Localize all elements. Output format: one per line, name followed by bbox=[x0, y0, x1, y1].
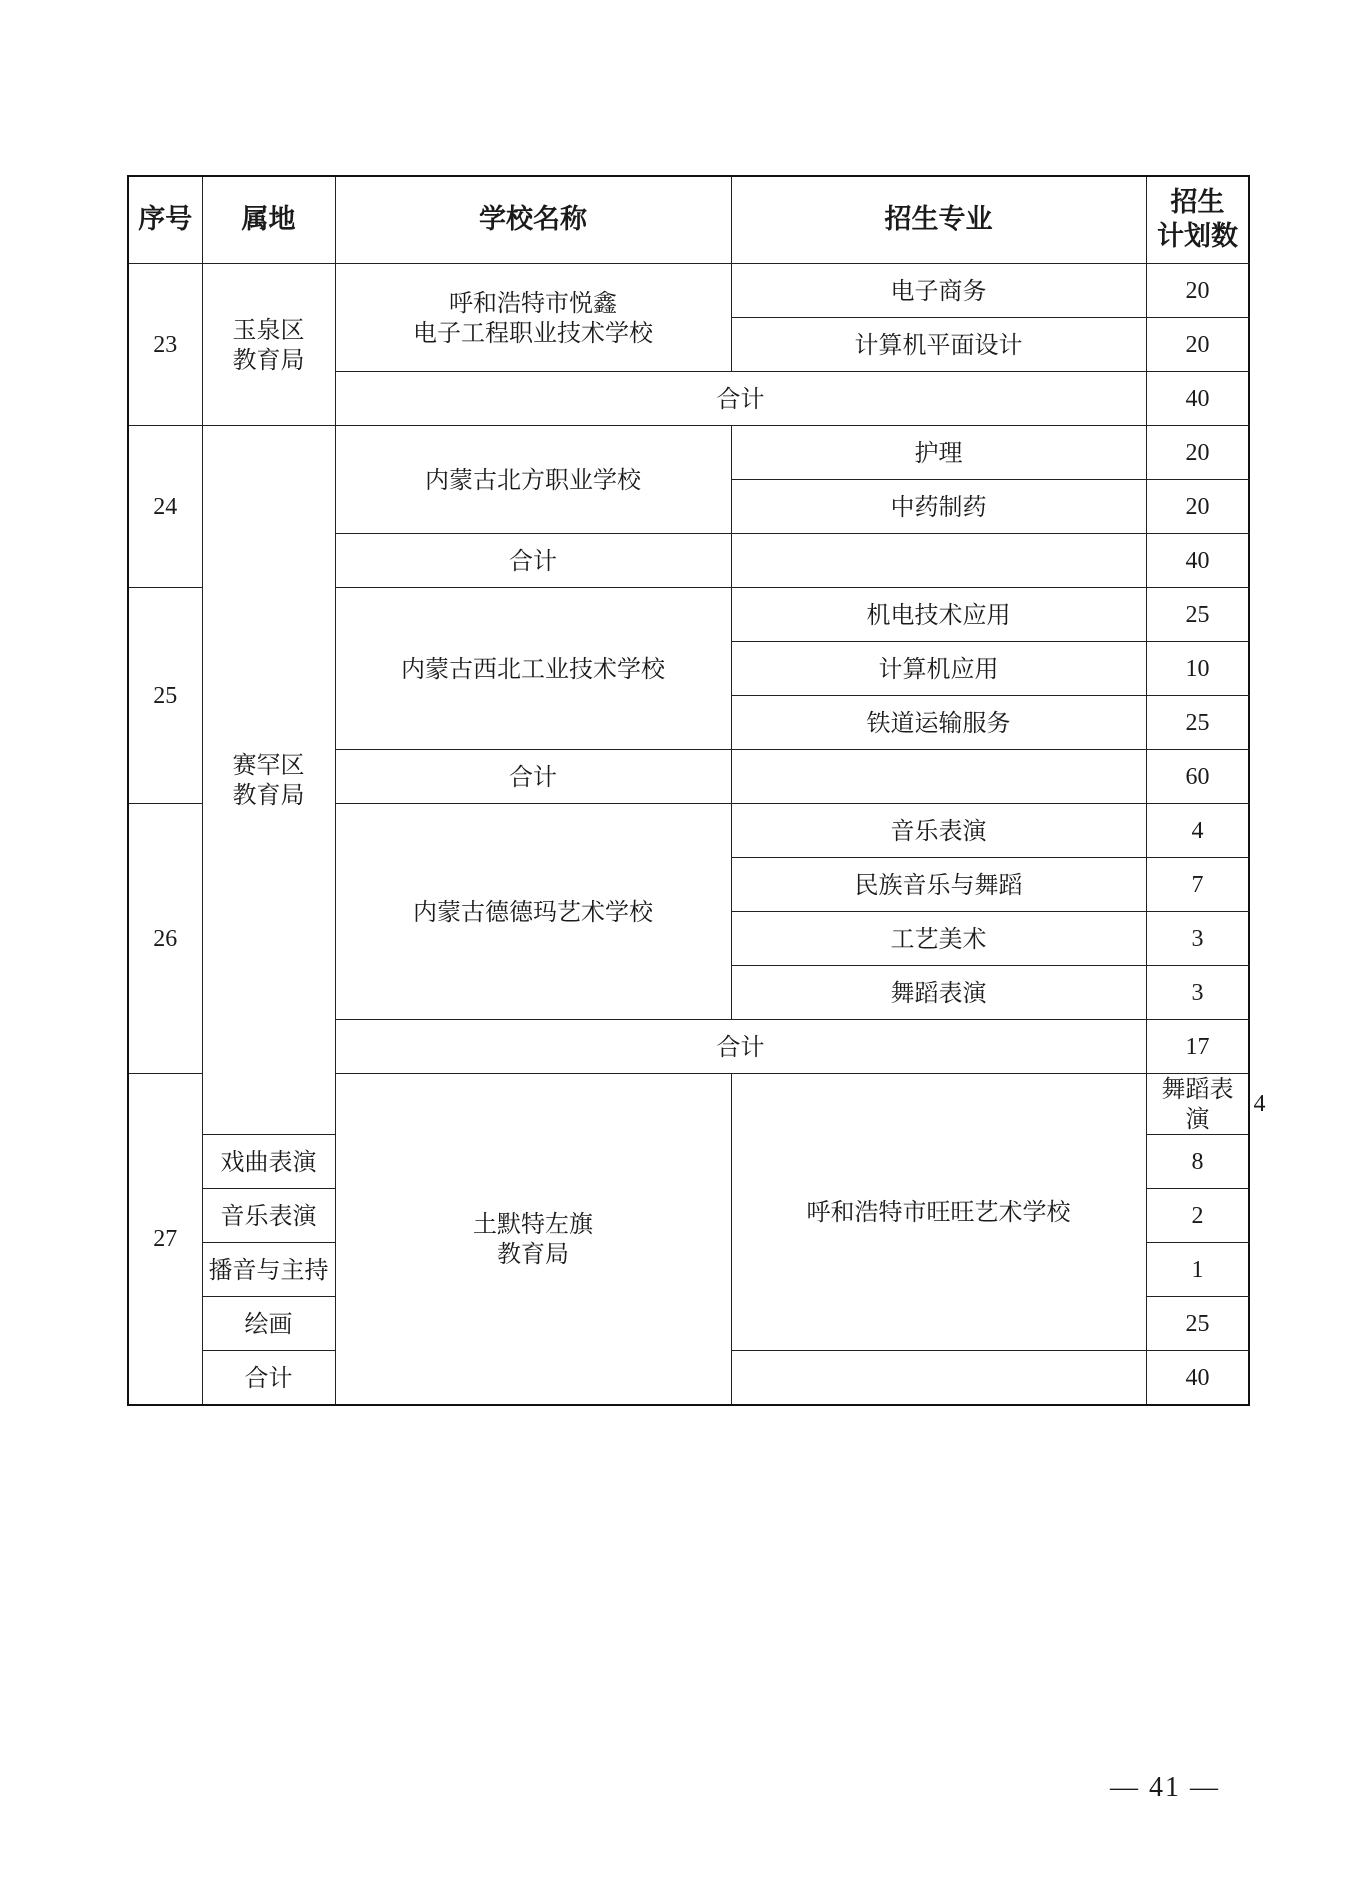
count-cell: 3 bbox=[1146, 912, 1249, 966]
seq-cell: 26 bbox=[128, 804, 202, 1074]
header-school: 学校名称 bbox=[335, 176, 731, 264]
subtotal-empty bbox=[731, 1351, 1146, 1406]
subtotal-value: 40 bbox=[1146, 372, 1249, 426]
count-cell: 7 bbox=[1146, 858, 1249, 912]
seq-cell: 23 bbox=[128, 264, 202, 426]
header-seq: 序号 bbox=[128, 176, 202, 264]
subtotal-label: 合计 bbox=[335, 372, 1146, 426]
count-cell: 20 bbox=[1146, 426, 1249, 480]
header-plan bbox=[1146, 176, 1249, 264]
region-line: 教育局 bbox=[497, 1240, 569, 1268]
count-cell: 25 bbox=[1146, 1297, 1249, 1351]
school-line: 内蒙古北方职业学校 bbox=[425, 465, 641, 494]
count-cell: 20 bbox=[1146, 480, 1249, 534]
count-cell: 10 bbox=[1146, 642, 1249, 696]
major-cell: 护理 bbox=[731, 426, 1146, 480]
page-number: — 41 — bbox=[1110, 1772, 1220, 1803]
count-cell: 20 bbox=[1146, 264, 1249, 318]
subtotal-value: 60 bbox=[1146, 750, 1249, 804]
subtotal-label: 合计 bbox=[335, 750, 731, 804]
region-line: 教育局 bbox=[232, 781, 305, 809]
count-cell: 4 bbox=[1146, 804, 1249, 858]
count-cell: 25 bbox=[1146, 696, 1249, 750]
region-line: 赛罕区 bbox=[232, 751, 305, 779]
seq-cell: 25 bbox=[128, 588, 202, 804]
subtotal-empty bbox=[731, 750, 1146, 804]
count-cell: 20 bbox=[1146, 318, 1249, 372]
table-row bbox=[128, 264, 1249, 318]
major-cell: 舞蹈表演 bbox=[731, 966, 1146, 1020]
region-line: 玉泉区 bbox=[232, 315, 305, 344]
subtotal-label: 合计 bbox=[335, 534, 731, 588]
count-cell: 8 bbox=[1146, 1135, 1249, 1189]
school-line: 呼和浩特市悦鑫 bbox=[449, 288, 617, 317]
count-cell: 1 bbox=[1146, 1243, 1249, 1297]
region-cell bbox=[202, 264, 335, 426]
school-line: 内蒙古西北工业技术学校 bbox=[401, 654, 665, 683]
subtotal-label: 合计 bbox=[335, 1020, 1146, 1074]
subtotal-value: 40 bbox=[1146, 1351, 1249, 1406]
major-cell: 播音与主持 bbox=[202, 1243, 335, 1297]
major-cell: 舞蹈表演 bbox=[1146, 1074, 1249, 1135]
subtotal-value: 17 bbox=[1146, 1020, 1249, 1074]
subtotal-empty bbox=[731, 534, 1146, 588]
subtotal-value: 40 bbox=[1146, 534, 1249, 588]
school-line: 电子工程职业技术学校 bbox=[413, 318, 653, 347]
region-line: 土默特左旗 bbox=[473, 1210, 593, 1238]
major-cell: 民族音乐与舞蹈 bbox=[731, 858, 1146, 912]
subtotal-label: 合计 bbox=[202, 1351, 335, 1406]
header-major: 招生专业 bbox=[731, 176, 1146, 264]
region-cell bbox=[202, 426, 335, 1135]
school-cell bbox=[731, 1074, 1146, 1351]
count-cell: 25 bbox=[1146, 588, 1249, 642]
header-row bbox=[128, 176, 1249, 264]
enrollment-table bbox=[127, 175, 1266, 1406]
school-cell bbox=[335, 588, 731, 750]
table-row bbox=[128, 426, 1249, 480]
count-cell: 3 bbox=[1146, 966, 1249, 1020]
header-plan-line1: 招生 bbox=[1170, 187, 1225, 218]
major-cell: 音乐表演 bbox=[731, 804, 1146, 858]
major-cell: 绘画 bbox=[202, 1297, 335, 1351]
major-cell: 中药制药 bbox=[731, 480, 1146, 534]
table-row: 27 土默特左旗 教育局 呼和浩特市旺旺艺术学校 舞蹈表演 4 bbox=[128, 1074, 1249, 1135]
region-line: 教育局 bbox=[232, 345, 305, 374]
major-cell: 工艺美术 bbox=[731, 912, 1146, 966]
school-line: 内蒙古德德玛艺术学校 bbox=[413, 897, 653, 926]
major-cell: 电子商务 bbox=[731, 264, 1146, 318]
header-region: 属地 bbox=[202, 176, 335, 264]
major-cell: 音乐表演 bbox=[202, 1189, 335, 1243]
school-line: 呼和浩特市旺旺艺术学校 bbox=[806, 1198, 1071, 1226]
school-cell bbox=[335, 264, 731, 372]
school-cell bbox=[335, 804, 731, 1020]
header-plan-line2: 计划数 bbox=[1157, 221, 1238, 252]
major-cell: 机电技术应用 bbox=[731, 588, 1146, 642]
school-cell bbox=[335, 426, 731, 534]
major-cell: 计算机平面设计 bbox=[731, 318, 1146, 372]
major-cell: 铁道运输服务 bbox=[731, 696, 1146, 750]
count-cell: 2 bbox=[1146, 1189, 1249, 1243]
seq-cell: 27 bbox=[128, 1074, 202, 1406]
seq-cell: 24 bbox=[128, 426, 202, 588]
major-cell: 计算机应用 bbox=[731, 642, 1146, 696]
major-cell: 戏曲表演 bbox=[202, 1135, 335, 1189]
region-cell bbox=[335, 1074, 731, 1406]
